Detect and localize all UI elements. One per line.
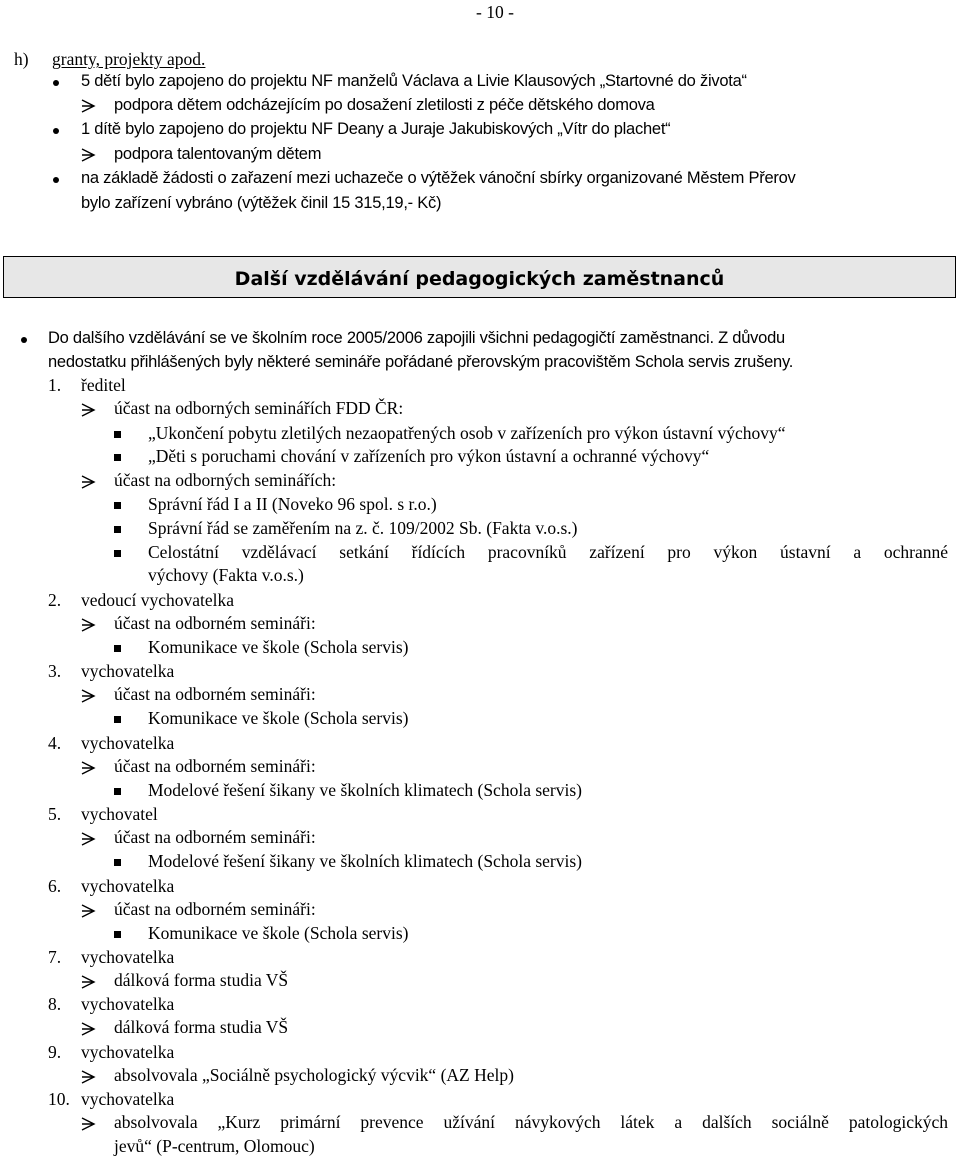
list-subitem: dálková forma studia VŠ bbox=[114, 970, 289, 990]
square-bullet-icon bbox=[114, 526, 121, 533]
staff-number: 10. bbox=[48, 1089, 70, 1109]
arrow-bullet-icon bbox=[80, 618, 96, 632]
list-subitem: účast na odborném semináři: bbox=[114, 613, 316, 633]
seminar-item: Správní řád I a II (Noveko 96 spol. s r.o.) bbox=[148, 494, 437, 514]
seminar-item-text: Celostátní vzdělávací setkání řídících pracovníků zařízení pro výkon ústavní a ochranné bbox=[148, 542, 948, 562]
bullet-icon bbox=[21, 337, 27, 343]
square-bullet-icon bbox=[114, 859, 121, 866]
square-bullet-icon bbox=[114, 931, 121, 938]
list-item: 1 dítě bylo zapojeno do projektu NF Deany a Juraje Jakubiskových „Vítr do plachet“ bbox=[81, 120, 671, 138]
staff-role: ředitel bbox=[81, 375, 126, 395]
section-label: h) bbox=[14, 49, 29, 69]
intro-line: nedostatku přihlášených byly některé semináře pořádané přerovským pracovištěm Schola servis zrušeny. bbox=[48, 353, 794, 371]
arrow-bullet-icon bbox=[80, 1117, 96, 1131]
staff-number: 4. bbox=[48, 733, 62, 753]
staff-role: vychovatelka bbox=[81, 661, 175, 681]
list-subitem-text: absolvovala „Kurz primární prevence užívání návykových látek a dalších sociálně patologických bbox=[114, 1112, 948, 1132]
seminar-item: Modelové řešení šikany ve školních klimatech (Schola servis) bbox=[148, 851, 582, 871]
arrow-bullet-icon bbox=[80, 403, 96, 417]
list-subitem: účast na odborných seminářích: bbox=[114, 470, 337, 490]
square-bullet-icon bbox=[114, 502, 121, 509]
arrow-bullet-icon bbox=[80, 475, 96, 489]
seminar-item: „Děti s poruchami chování v zařízeních pro výkon ústavní a ochranné výchovy“ bbox=[148, 446, 710, 466]
seminar-item: Modelové řešení šikany ve školních klimatech (Schola servis) bbox=[148, 780, 582, 800]
list-subitem: absolvovala „Sociálně psychologický výcvik“ (AZ Help) bbox=[114, 1065, 514, 1085]
square-bullet-icon bbox=[114, 431, 121, 438]
list-subitem: účast na odborném semináři: bbox=[114, 899, 316, 919]
list-subitem: dálková forma studia VŠ bbox=[114, 1017, 289, 1037]
arrow-bullet-icon bbox=[80, 761, 96, 775]
staff-role: vedoucí vychovatelka bbox=[81, 590, 235, 610]
square-bullet-icon bbox=[114, 645, 121, 652]
seminar-item: Správní řád se zaměřením na z. č. 109/2002 Sb. (Fakta v.o.s.) bbox=[148, 518, 578, 538]
seminar-item-line bbox=[148, 544, 948, 562]
arrow-bullet-icon bbox=[80, 975, 96, 989]
arrow-bullet-icon bbox=[80, 689, 96, 703]
list-subitem: účast na odborném semináři: bbox=[114, 827, 316, 847]
bullet-icon bbox=[53, 128, 59, 134]
list-item: 5 dětí bylo zapojeno do projektu NF manželů Václava a Livie Klausových „Startovné do života“ bbox=[81, 72, 747, 90]
square-bullet-icon bbox=[114, 550, 121, 557]
arrow-bullet-icon bbox=[80, 99, 96, 113]
list-subitem bbox=[114, 1114, 948, 1132]
list-item-continued: bylo zařízení vybráno (výtěžek činil 15 315,19,- Kč) bbox=[81, 194, 442, 212]
list-subitem: podpora talentovaným dětem bbox=[114, 145, 322, 163]
list-subitem: účast na odborném semináři: bbox=[114, 756, 316, 776]
list-item: na základě žádosti o zařazení mezi uchazeče o výtěžek vánoční sbírky organizované Městem Přerov bbox=[81, 169, 796, 187]
arrow-bullet-icon bbox=[80, 1070, 96, 1084]
staff-number: 8. bbox=[48, 994, 62, 1014]
section-title: granty, projekty apod. bbox=[52, 49, 206, 69]
staff-role: vychovatel bbox=[81, 804, 158, 824]
bullet-icon bbox=[53, 80, 59, 86]
intro-line: Do dalšího vzdělávání se ve školním roce 2005/2006 zapojili všichni pedagogičtí zaměstnanci. Z důvodu bbox=[48, 329, 785, 347]
staff-role: vychovatelka bbox=[81, 876, 175, 896]
arrow-bullet-icon bbox=[80, 1022, 96, 1036]
staff-number: 3. bbox=[48, 661, 62, 681]
staff-role: vychovatelka bbox=[81, 1042, 175, 1062]
arrow-bullet-icon bbox=[80, 148, 96, 162]
list-subitem: účast na odborných seminářích FDD ČR: bbox=[114, 398, 404, 418]
square-bullet-icon bbox=[114, 454, 121, 461]
staff-role: vychovatelka bbox=[81, 994, 175, 1014]
staff-number: 2. bbox=[48, 590, 62, 610]
staff-role: vychovatelka bbox=[81, 1089, 175, 1109]
arrow-bullet-icon bbox=[80, 832, 96, 846]
seminar-item: „Ukončení pobytu zletilých nezaopatřených osob v zařízeních pro výkon ústavní výchovy“ bbox=[148, 423, 786, 443]
section-heading: Další vzdělávání pedagogických zaměstnanců bbox=[234, 268, 725, 290]
bullet-icon bbox=[53, 177, 59, 183]
square-bullet-icon bbox=[114, 788, 121, 795]
page-number: - 10 - bbox=[476, 2, 514, 22]
staff-number: 5. bbox=[48, 804, 62, 824]
seminar-item: Komunikace ve škole (Schola servis) bbox=[148, 637, 409, 657]
staff-role: vychovatelka bbox=[81, 947, 175, 967]
staff-number: 6. bbox=[48, 876, 62, 896]
list-subitem-continued: jevů“ (P-centrum, Olomouc) bbox=[114, 1136, 315, 1156]
section-heading-box bbox=[3, 256, 956, 298]
staff-number: 9. bbox=[48, 1042, 62, 1062]
seminar-item bbox=[148, 544, 948, 562]
square-bullet-icon bbox=[114, 716, 121, 723]
staff-role: vychovatelka bbox=[81, 733, 175, 753]
seminar-item-continued: výchovy (Fakta v.o.s.) bbox=[148, 565, 304, 585]
seminar-item: Komunikace ve škole (Schola servis) bbox=[148, 708, 409, 728]
list-subitem: účast na odborném semináři: bbox=[114, 684, 316, 704]
staff-number: 1. bbox=[48, 375, 62, 395]
staff-number: 7. bbox=[48, 947, 62, 967]
list-subitem: podpora dětem odcházejícím po dosažení zletilosti z péče dětského domova bbox=[114, 96, 655, 114]
seminar-item: Komunikace ve škole (Schola servis) bbox=[148, 923, 409, 943]
arrow-bullet-icon bbox=[80, 904, 96, 918]
